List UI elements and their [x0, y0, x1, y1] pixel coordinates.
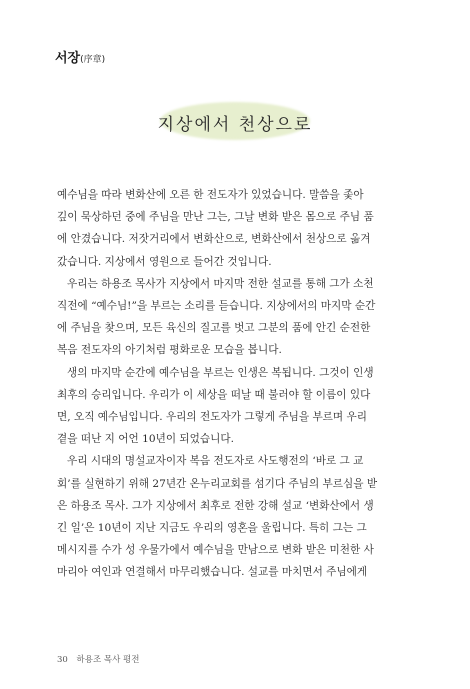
body-line: 메시지를 수가 성 우물가에서 예수님을 만남으로 변화 받은 미천한 사 — [57, 544, 374, 557]
chapter-title-block — [0, 102, 470, 142]
running-title: 하용조 목사 평전 — [76, 655, 140, 665]
body-line: 에 안겼습니다. 저잣거리에서 변화산으로, 변화산에서 천상으로 옮겨 — [57, 233, 371, 246]
body-line: 긴 일’은 10년이 지난 지금도 우리의 영혼을 울립니다. 특히 그는 그 — [57, 522, 367, 535]
body-line: 생의 마지막 순간에 예수님을 부르는 인생은 복됩니다. 그것이 인생 — [67, 366, 374, 379]
body-line: 우리 시대의 명설교자이자 복음 전도자로 사도행전의 ‘바로 그 교 — [67, 455, 364, 468]
section-title: 서장 — [55, 51, 81, 66]
section-label — [55, 47, 105, 66]
body-line: 예수님을 따라 변화산에 오른 한 전도자가 있었습니다. 말씀을 좇아 — [57, 189, 364, 201]
body-text — [57, 184, 413, 584]
body-line: 깊이 묵상하던 중에 주님을 만난 그는, 그날 변화 받은 몸으로 주님 품 — [57, 211, 374, 224]
body-line: 면, 오직 예수님입니다. 우리의 전도자가 그렇게 주님을 부르며 우리 — [57, 411, 367, 424]
body-line: 직전에 “예수님!”을 부르는 소리를 듣습니다. 지상에서의 마지막 순간 — [57, 300, 376, 313]
body-line: 우리는 하용조 목사가 지상에서 마지막 전한 설교를 통해 그가 소천 — [67, 277, 374, 290]
section-subtitle: (序章) — [80, 55, 106, 65]
chapter-title: 지상에서 천상으로 — [157, 115, 313, 135]
body-line: 최후의 승리입니다. 우리가 이 세상을 떠날 때 불러야 할 이름이 있다 — [57, 388, 371, 401]
body-line: 갔습니다. 지상에서 영원으로 들어간 것입니다. — [57, 255, 272, 268]
body-line: 에 주님을 찾으며, 모든 육신의 질고를 벗고 그분의 품에 안긴 순전한 — [57, 322, 371, 335]
body-line: 회’를 실현하기 위해 27년간 온누리교회를 섬기다 주님의 부르심을 받 — [57, 477, 378, 490]
body-line: 마리아 여인과 연결해서 마무리했습니다. 설교를 마치면서 주님에게 — [57, 566, 368, 579]
body-line: 곁을 떠난 지 어언 10년이 되었습니다. — [57, 433, 234, 446]
body-line: 은 하용조 목사. 그가 지상에서 최후로 전한 강해 설교 ‘변화산에서 생 — [57, 499, 374, 512]
body-line: 복음 전도자의 아기처럼 평화로운 모습을 봅니다. — [57, 344, 282, 357]
page-footer — [57, 653, 139, 665]
page-number: 30 — [57, 655, 68, 665]
